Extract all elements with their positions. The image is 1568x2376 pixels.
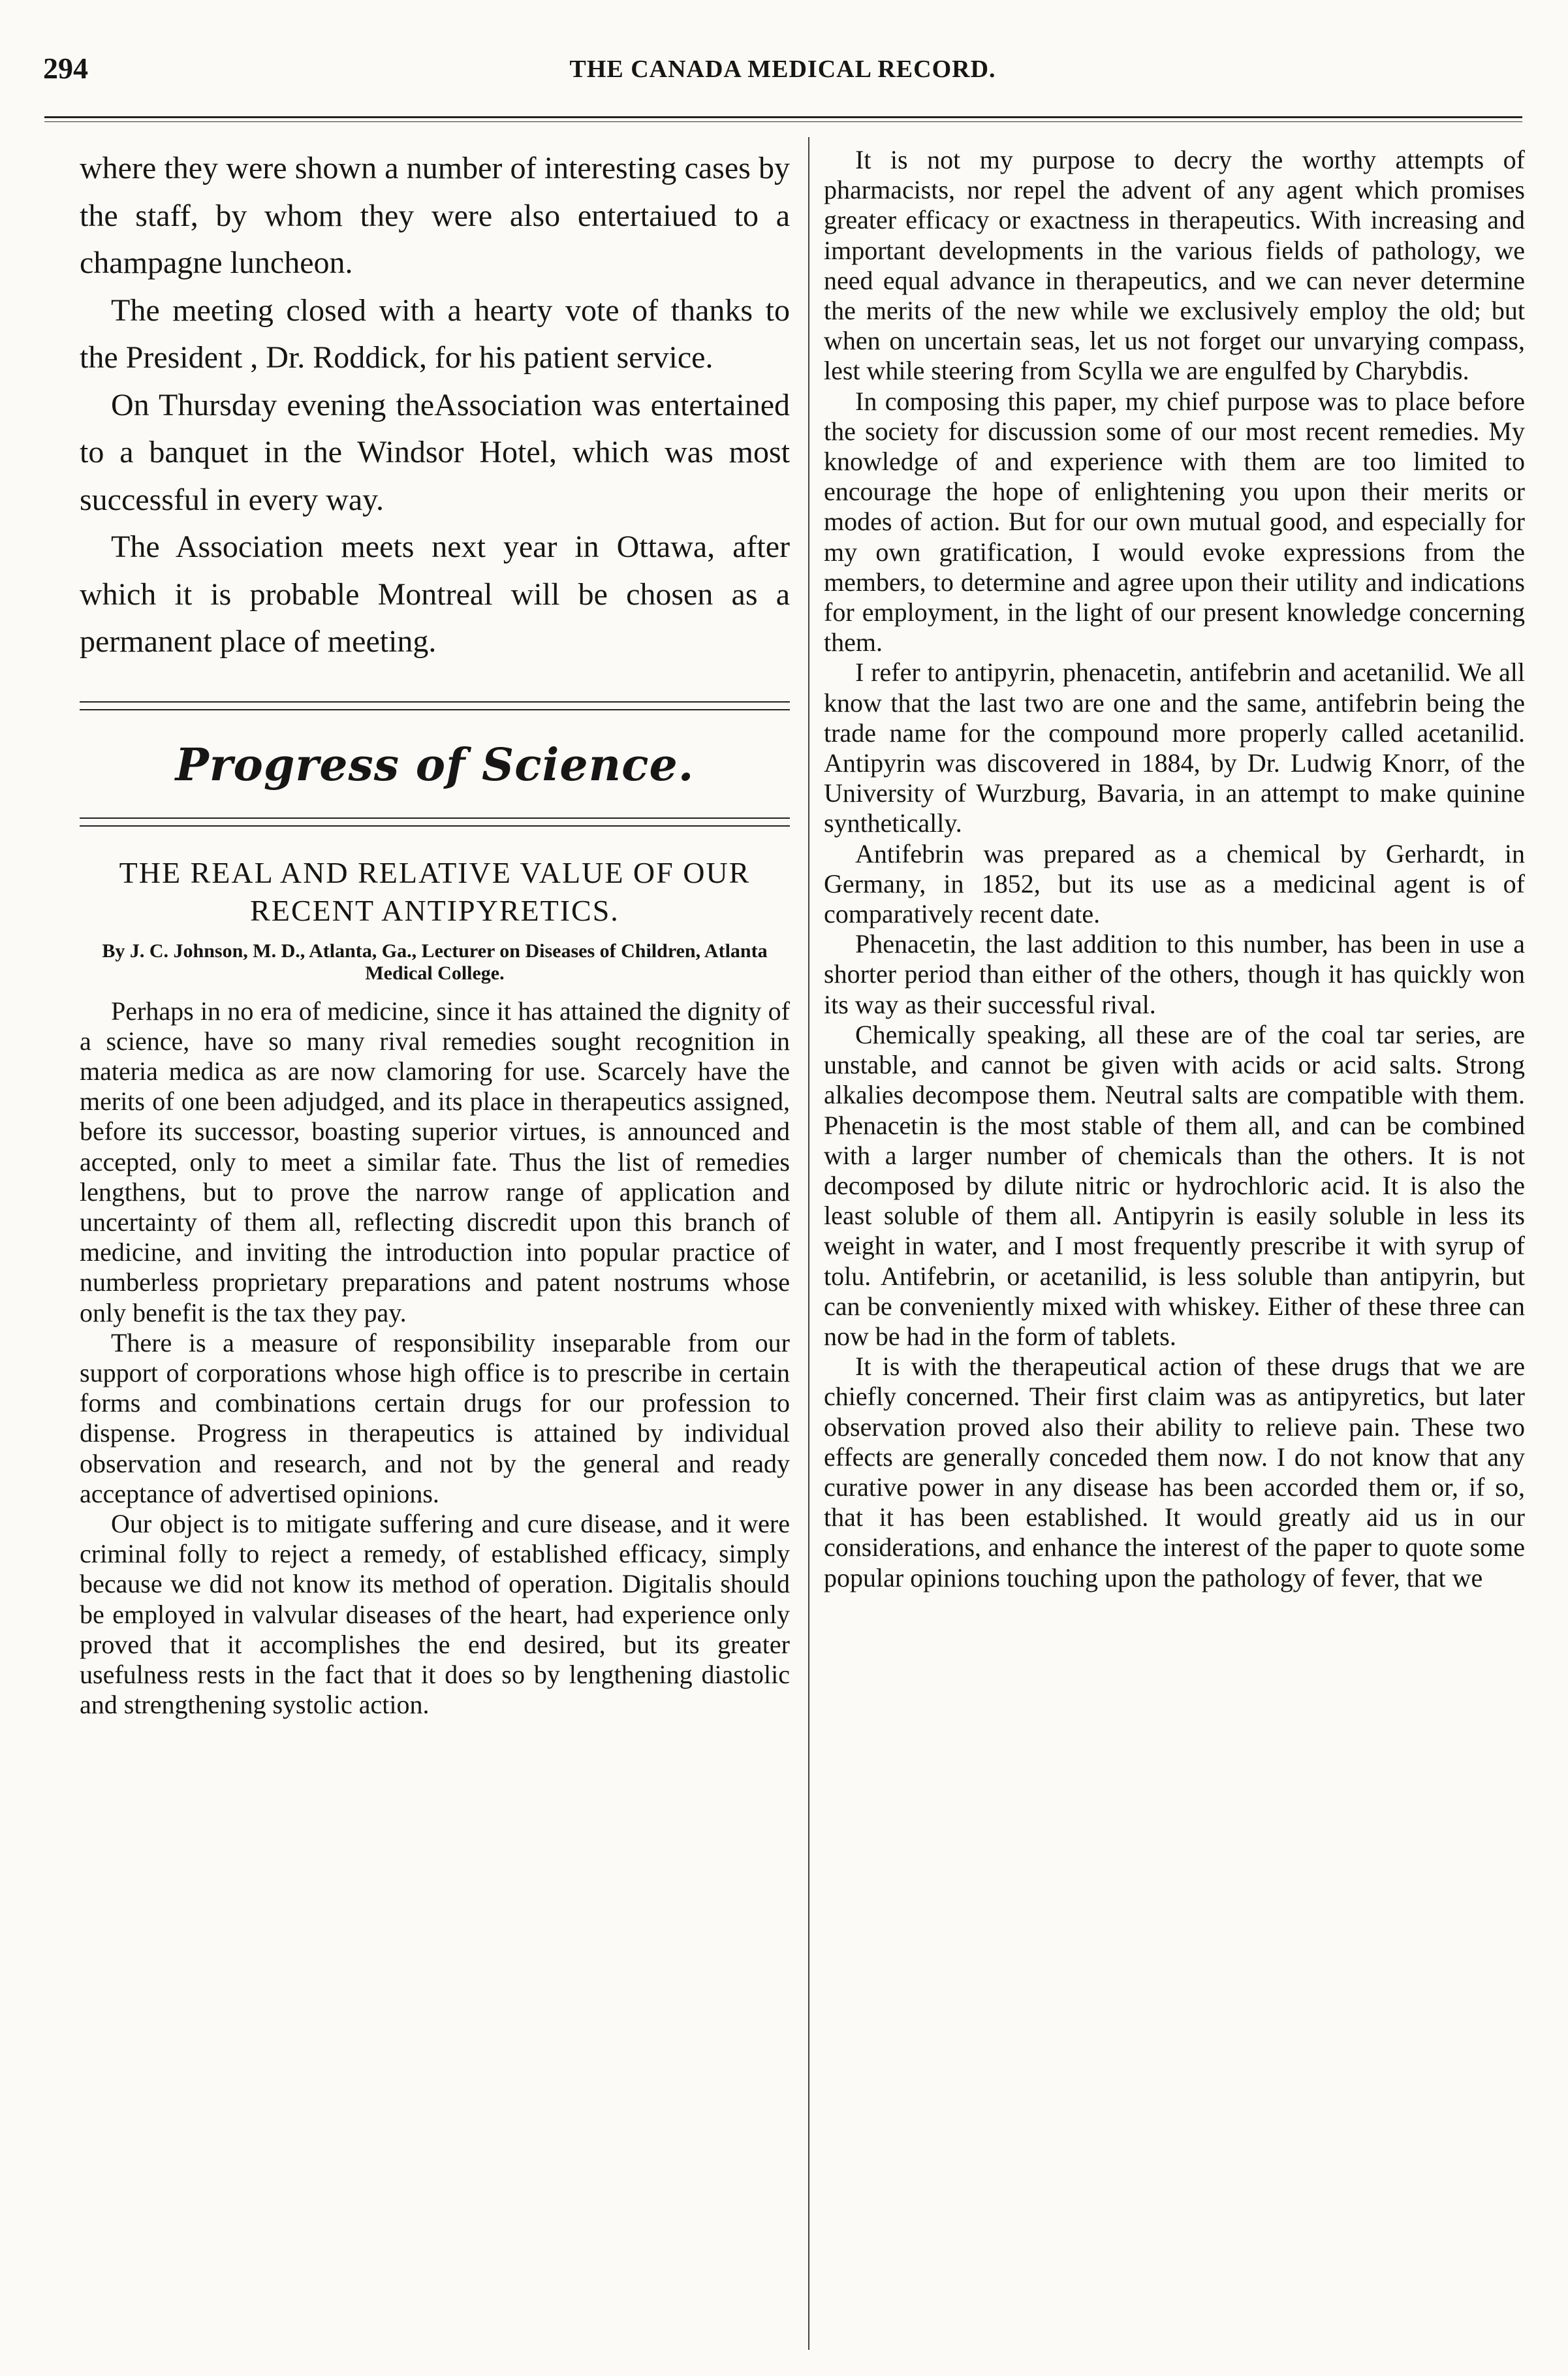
paragraph: In composing this paper, my chief purpose was to place before the society for discussion some of our most recent remedies. My knowledge of and experience with them are too limited to encourage the hope of enlightening you upon their merits or modes of action. But for our own mutual good, and especially for my own gratification, I would evoke expressions from the members, to determine and agree upon their utility and indications for employment, in the light of our present knowledge concerning them. xyxy=(824,386,1525,657)
section-rule xyxy=(80,701,790,710)
paragraph: where they were shown a number of interesting cases by the staff, by whom they were also entertaiued to a champagne luncheon. xyxy=(80,151,790,280)
page-header xyxy=(43,51,1522,97)
running-title: THE CANADA MEDICAL RECORD. xyxy=(569,55,996,83)
paragraph: It is not my purpose to decry the worthy attempts of pharmacists, nor repel the advent of any agent which promises greater efficacy or exactness in therapeutics. With increasing and important developments in the various fields of pathology, we need equal advance in therapeutics, and we can never determine the merits of the new while we exclusively employ the old; but when on uncertain seas, let us not forget our unvarying compass, lest while steering from Scylla we are engulfed by Charybdis. xyxy=(824,145,1525,386)
paragraph: It is with the therapeutical action of these drugs that we are chiefly concerned. Their first claim was as antipyretics, but later observation proved also their ability to relieve pain. These two effects are generally conceded them now. I do not know that any curative power in any disease has been accorded them or, if so, that it has been established. It would greatly aid us in our considerations, and enhance the interest of the paper to quote some popular opinions touching upon the pathology of fever, that we xyxy=(824,1352,1525,1592)
paragraph: I refer to antipyrin, phenacetin, antifebrin and acetanilid. We all know that the last two are one and the same, antifebrin being the trade name for the compound more properly called acetanilid. Antipyrin was discovered in 1884, by Dr. Ludwig Knorr, of the University of Wurzburg, Bavaria, in an attempt to make quinine synthetically. xyxy=(824,657,1525,838)
article-title: THE REAL AND RELATIVE VALUE OF OUR RECENT ANTIPYRETICS. xyxy=(119,855,751,927)
section-rule xyxy=(80,817,790,827)
header-rule-thin xyxy=(44,121,1522,122)
right-column xyxy=(824,145,1525,1593)
column-divider xyxy=(808,137,809,2350)
left-column xyxy=(80,145,790,1720)
paragraph: Antifebrin was prepared as a chemical by Gerhardt, in Germany, in 1852, but its use as a medicinal agent is of comparatively recent date. xyxy=(824,838,1525,929)
section-heading: Progress of Science. xyxy=(175,738,695,791)
header-rule xyxy=(44,116,1522,118)
paragraph: The Association meets next year in Ottawa, after which it is probable Montreal will be chosen as a permanent place of meeting. xyxy=(80,530,790,659)
paragraph: Phenacetin, the last addition to this number, has been in use a shorter period than either of the others, though it has quickly won its way as their successful rival. xyxy=(824,929,1525,1019)
paragraph: Chemically speaking, all these are of the coal tar series, are unstable, and cannot be given with acids or acid salts. Strong alkalies decompose them. Neutral salts are compatible with them. Phenacetin is the most stable of them all, and can be combined with a larger number of chemicals than the others. It is not decomposed by dilute nitric or hydrochloric acid. It is also the least soluble of them all. Antipyrin is easily soluble in less its weight in water, and I most frequently prescribe it with syrup of tolu. Antifebrin, or acetanilid, is less soluble than antipyrin, but can be conveniently mixed with whiskey. Either of these three can now be had in the form of tablets. xyxy=(824,1019,1525,1351)
paragraph: On Thursday evening theAssociation was entertained to a banquet in the Windsor Hotel, which was most successful in every way. xyxy=(80,387,790,517)
article-byline: By J. C. Johnson, M. D., Atlanta, Ga., Lecturer on Diseases of Children, Atlanta Medical College. xyxy=(102,940,768,984)
paragraph: Perhaps in no era of medicine, since it has attained the dignity of a science, have so many rival remedies sought recognition in materia medica as are now clamoring for use. Scarcely have the merits of one been adjudged, and its place in therapeutics assigned, before its successor, boasting superior virtues, is announced and accepted, only to meet a similar fate. Thus the list of remedies lengthens, but to prove the narrow range of application and uncertainty of them all, reflecting discredit upon this branch of medicine, and inviting the introduction into popular practice of numberless proprietary preparations and patent nostrums whose only benefit is the tax they pay. xyxy=(80,996,790,1327)
paragraph: There is a measure of responsibility inseparable from our support of corporations whose high office is to prescribe in certain forms and combinations certain drugs for our profession to dispense. Progress in therapeutics is attained by individual observation and research, and not by the general and ready acceptance of advertised opinions. xyxy=(80,1327,790,1508)
page-number: 294 xyxy=(43,52,88,85)
paragraph: Our object is to mitigate suffering and cure disease, and it were criminal folly to reject a remedy, of established efficacy, simply because we did not know its method of operation. Digitalis should be employed in valvular diseases of the heart, had experience only proved that it accomplishes the end desired, but its greater usefulness rests in the fact that it does so by lengthening diastolic and strengthening systolic action. xyxy=(80,1508,790,1720)
paragraph: The meeting closed with a hearty vote of thanks to the President , Dr. Roddick, for his patient service. xyxy=(80,293,790,375)
